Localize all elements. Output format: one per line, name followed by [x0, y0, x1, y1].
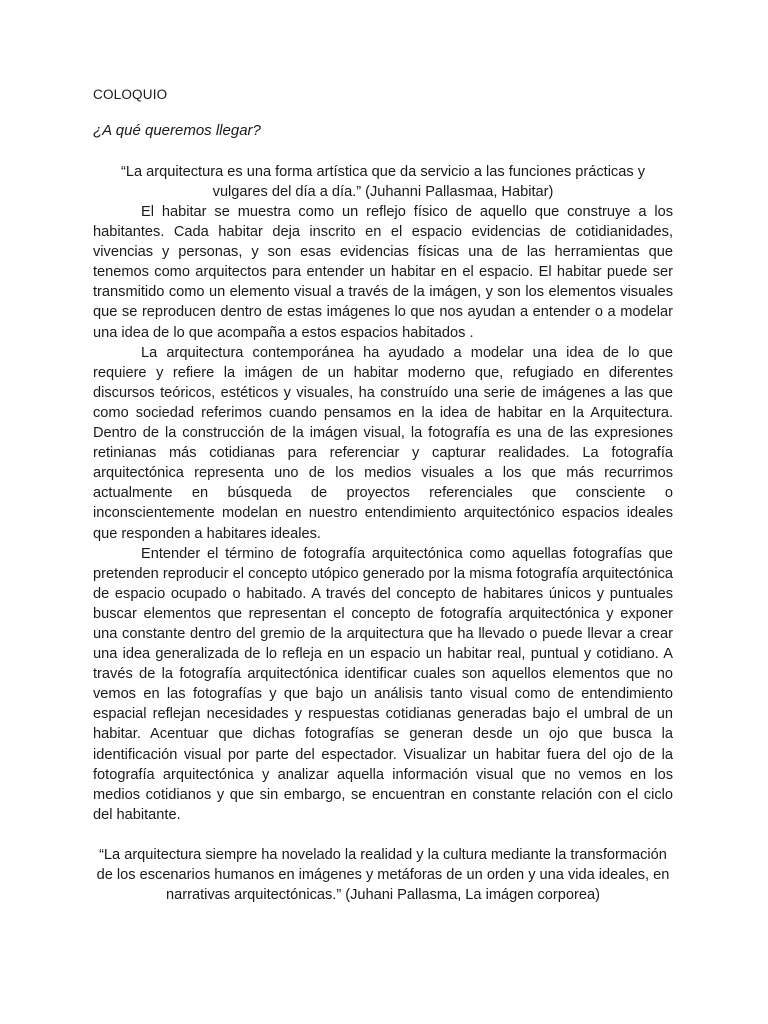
- paragraph-2: La arquitectura contemporánea ha ayudado a modelar una idea de lo que requiere y refiere la imágen de un habitar moderno que, refugiado en diferentes discursos teóricos, estéticos y visuales, ha construído una serie de imágenes a las que como sociedad referimos cuando pensamos en la idea de habitar en la Arquitectura. Dentro de la construcción de la imágen visual, la fotografía es una de las expresiones retinianas más cotidianas para referenciar y capturar realidades. La fotografía arquitectónica representa uno de los medios visuales a los que más recurrimos actualmente en búsqueda de proyectos referenciales que consciente o inconscientemente modelan en nuestro entendimiento arquitectónico espacios ideales que responden a habitares ideales.: [93, 344, 673, 542]
- body-text: [93, 202, 673, 825]
- paragraph-3: Entender el término de fotografía arquitectónica como aquellas fotografías que pretenden reproducir el concepto utópico generado por la misma fotografía arquitectónica de espacio ocupado o habitado. A través del concepto de habitares únicos y puntuales buscar elementos que representan el concepto de fotografía arquitectónica y exponer una constante dentro del gremio de la arquitectura que ha llevado o puede llevar a crear una idea generalizada de lo refleja en un espacio un habitar real, puntual y cotidiano. A través de la fotografía arquitectónica identificar cuales son aquellos elementos que no vemos en las fotografías y que bajo un análisis tanto visual como de entendimiento espacial reflejan necesidades y respuestas cotidianas generadas bajo el umbral de un habitar. Acentuar que dichas fotografías se generan desde un ojo que busca la identificación visual por parte del espectador. Visualizar un habitar fuera del ojo de la fotografía arquitectónica y analizar aquella información visual que no vemos en los medios cotidianos y que sin embargo, se encuentran en constante relación con el ciclo del habitante.: [93, 545, 673, 823]
- opening-quote: “La arquitectura es una forma artística que da servicio a las funciones prácticas y vulgares del día a día.” (Juhanni Pallasmaa, Habitar): [120, 164, 645, 201]
- closing-quote: “La arquitectura siempre ha novelado la realidad y la cultura mediante la transformación de los escenarios humanos en imágenes y metáforas de un orden y una vida ideales, en narrativas arquitectónicas.” (Juhani Pallasma, La imágen corporea): [96, 847, 670, 904]
- paragraph-1: El habitar se muestra como un reflejo físico de aquello que construye a los habitantes. Cada habitar deja inscrito en el espacio evidencias de cotidianidades, vivencias y personas, y son esas evidencias físicas una de las herramientas que tenemos como arquitectos para entender un habitar en el espacio. El habitar puede ser transmitido como un elemento visual a través de la imágen, y son los elementos visuales que se reproducen dentro de estas imágenes lo que nos ayudan a entender o a modelar una idea de lo que acompaña a estos espacios habitados .: [93, 204, 673, 341]
- guiding-question: ¿A qué queremos llegar?: [93, 122, 261, 139]
- section-heading: COLOQUIO: [93, 87, 168, 102]
